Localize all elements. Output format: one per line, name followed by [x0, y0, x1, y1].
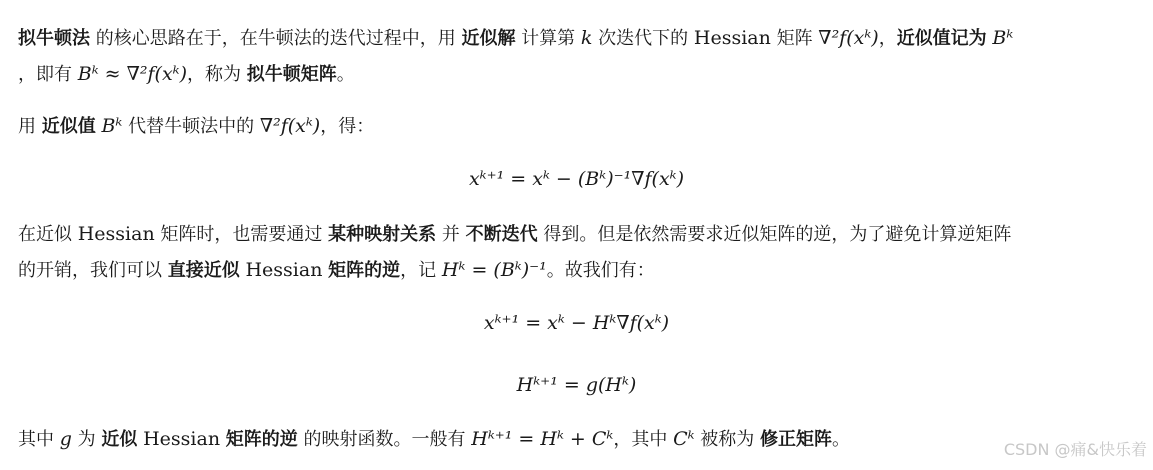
term-approx: 近似 — [101, 429, 138, 450]
paragraph-4 — [18, 427, 850, 452]
term-hessian: Hessian — [143, 428, 221, 450]
text: 。 — [832, 429, 851, 450]
text: 次迭代下的 — [592, 28, 694, 49]
math-hessian-expr: ∇²f(xᵏ) — [259, 115, 321, 137]
text: 其中 — [18, 429, 60, 450]
term-hessian: Hessian — [245, 259, 323, 281]
term-approx-value: 近似值 — [41, 116, 96, 137]
paragraph-1-line-1 — [18, 26, 1013, 51]
paragraph-3-line-1 — [18, 222, 1011, 247]
term-quasi-newton: 拟牛顿法 — [18, 28, 90, 49]
paragraph-1-line-2 — [18, 62, 355, 87]
text: ，即有 — [18, 64, 78, 85]
math-g: g — [59, 428, 72, 450]
text: 的开销，我们可以 — [18, 260, 168, 281]
text: 被称为 — [694, 429, 761, 450]
term-hessian: Hessian — [693, 27, 771, 49]
text: 。故我们有： — [546, 260, 655, 281]
math-ck: Cᵏ — [673, 428, 695, 450]
text: 得到。但是依然需要求近似矩阵的逆，为了避免计算逆矩阵 — [537, 224, 1012, 245]
text: 。 — [336, 64, 355, 85]
text: 矩阵时，也需要通过 — [154, 224, 329, 245]
equation-quasi-newton-update: xᵏ⁺¹ = xᵏ − Hᵏ∇f(xᵏ) — [483, 312, 670, 334]
math-approx-relation: Bᵏ ≈ ∇²f(xᵏ) — [77, 63, 188, 85]
term-iterate: 不断迭代 — [465, 224, 538, 245]
text: 代替牛顿法中的 — [122, 116, 260, 137]
term-quasi-newton-matrix: 拟牛顿矩阵 — [246, 64, 337, 85]
term-hessian: Hessian — [77, 223, 155, 245]
text: ，得： — [320, 116, 375, 137]
text: ，其中 — [613, 429, 674, 450]
math-bk: Bᵏ — [992, 27, 1014, 49]
text: 的核心思路在于，在牛顿法的迭代过程中，用 — [90, 28, 462, 49]
text: 用 — [18, 116, 42, 137]
text: ，称为 — [187, 64, 247, 85]
equation-h-mapping: Hᵏ⁺¹ = g(Hᵏ) — [516, 374, 637, 396]
paragraph-2 — [18, 114, 374, 139]
text: ， — [878, 28, 897, 49]
math-h-update: Hᵏ⁺¹ = Hᵏ + Cᵏ — [471, 428, 614, 450]
math-hessian-expr: ∇²f(xᵏ) — [818, 27, 879, 49]
term-matrix-inverse: 矩阵的逆 — [328, 260, 401, 281]
math-k: k — [580, 27, 593, 49]
text: 的映射函数。一般有 — [297, 429, 472, 450]
text: 在近似 — [18, 224, 78, 245]
text: 为 — [71, 429, 102, 450]
text: ，记 — [400, 260, 442, 281]
csdn-watermark: CSDN @痛&快乐着 — [1003, 440, 1147, 459]
paragraph-3-line-2 — [18, 258, 655, 283]
term-direct-approx: 直接近似 — [167, 260, 240, 281]
text: 计算第 — [515, 28, 581, 49]
term-correction-matrix: 修正矩阵 — [760, 429, 833, 450]
term-matrix-inverse: 矩阵的逆 — [225, 429, 298, 450]
term-approx-solution: 近似解 — [461, 28, 516, 49]
math-hk-def: Hᵏ = (Bᵏ)⁻¹ — [441, 259, 547, 281]
text: 矩阵 — [770, 28, 819, 49]
text: 并 — [436, 224, 466, 245]
equation-newton-update: xᵏ⁺¹ = xᵏ − (Bᵏ)⁻¹∇f(xᵏ) — [468, 168, 685, 190]
term-mapping: 某种映射关系 — [328, 224, 437, 245]
term-approx-value: 近似值记为 — [896, 28, 987, 49]
math-bk: Bᵏ — [101, 115, 123, 137]
